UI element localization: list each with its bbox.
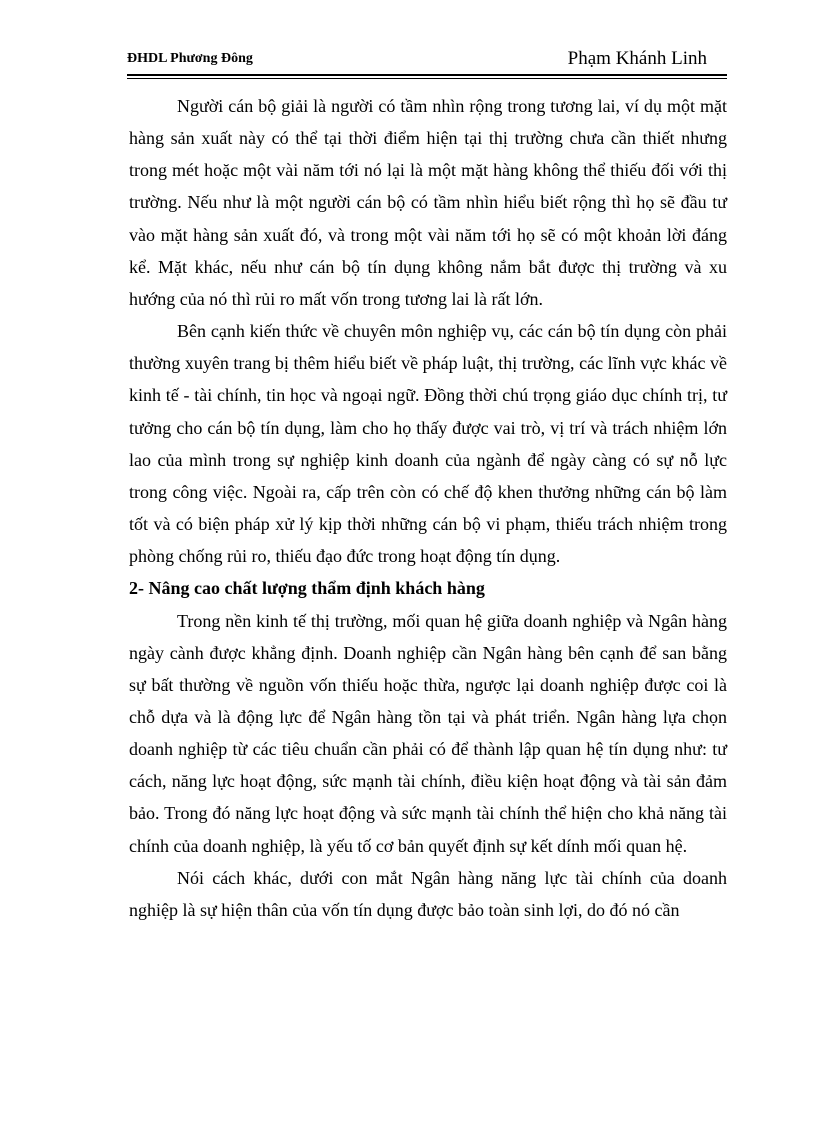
document-body <box>129 90 727 926</box>
header-rule-thin <box>127 78 727 79</box>
header-author: Phạm Khánh Linh <box>567 48 707 69</box>
page-header <box>127 48 727 76</box>
header-institution: ĐHDL Phương Đông <box>127 51 253 66</box>
section-heading: 2- Nâng cao chất lượng thẩm định khách hàng <box>129 578 485 599</box>
paragraph-1: Người cán bộ giải là người có tầm nhìn rộng trong tương lai, ví dụ một mặt hàng sản xuất này có thể tại thời điểm hiện tại thị trường chưa cần thiết nhưng trong mét hoặc một vài năm tới nó lại là một mặt hàng không thể thiếu đối với thị trường. Nếu như là một người cán bộ có tầm nhìn hiểu biết rộng thì họ sẽ đầu tư vào mặt hàng sản xuất đó, và trong một vài năm tới họ sẽ có một khoản lời đáng kể. Mặt khác, nếu như cán bộ tín dụng không nắm bắt được thị trường và xu hướng của nó thì rủi ro mất vốn trong tương lai là rất lớn. <box>129 96 727 309</box>
paragraph-4: Nói cách khác, dưới con mắt Ngân hàng năng lực tài chính của doanh nghiệp là sự hiện thân của vốn tín dụng được bảo toàn sinh lợi, do đó nó cần <box>129 867 727 920</box>
header-rule-thick <box>127 74 727 76</box>
paragraph-2: Bên cạnh kiến thức về chuyên môn nghiệp vụ, các cán bộ tín dụng còn phải thường xuyên trang bị thêm hiểu biết về pháp luật, thị trường, các lĩnh vực khác về kinh tế - tài chính, tin học và ngoại ngữ. Đồng thời chú trọng giáo dục chính trị, tư tưởng cho cán bộ tín dụng, làm cho họ thấy được vai trò, vị trí và trách nhiệm lớn lao của mình trong sự nghiệp kinh doanh của ngành để ngày càng có sự nỗ lực trong công việc. Ngoài ra, cấp trên còn có chế độ khen thưởng những cán bộ làm tốt và có biện pháp xử lý kịp thời những cán bộ vi phạm, thiếu trách nhiệm trong phòng chống rủi ro, thiếu đạo đức trong hoạt động tín dụng. <box>129 321 727 567</box>
paragraph-3: Trong nền kinh tế thị trường, mối quan hệ giữa doanh nghiệp và Ngân hàng ngày cành được khẳng định. Doanh nghiệp cần Ngân hàng bên cạnh để san bằng sự bất thường về nguồn vốn thiếu hoặc thừa, ngược lại doanh nghiệp được coi là chỗ dựa và là động lực để Ngân hàng tồn tại và phát triển. Ngân hàng lựa chọn doanh nghiệp từ các tiêu chuẩn cần phải có để thành lập quan hệ tín dụng như: tư cách, năng lực hoạt động, sức mạnh tài chính, điều kiện hoạt động và tài sản đảm bảo. Trong đó năng lực hoạt động và sức mạnh tài chính thể hiện cho khả năng tài chính của doanh nghiệp, là yếu tố cơ bản quyết định sự kết dính mối quan hệ. <box>129 610 727 856</box>
